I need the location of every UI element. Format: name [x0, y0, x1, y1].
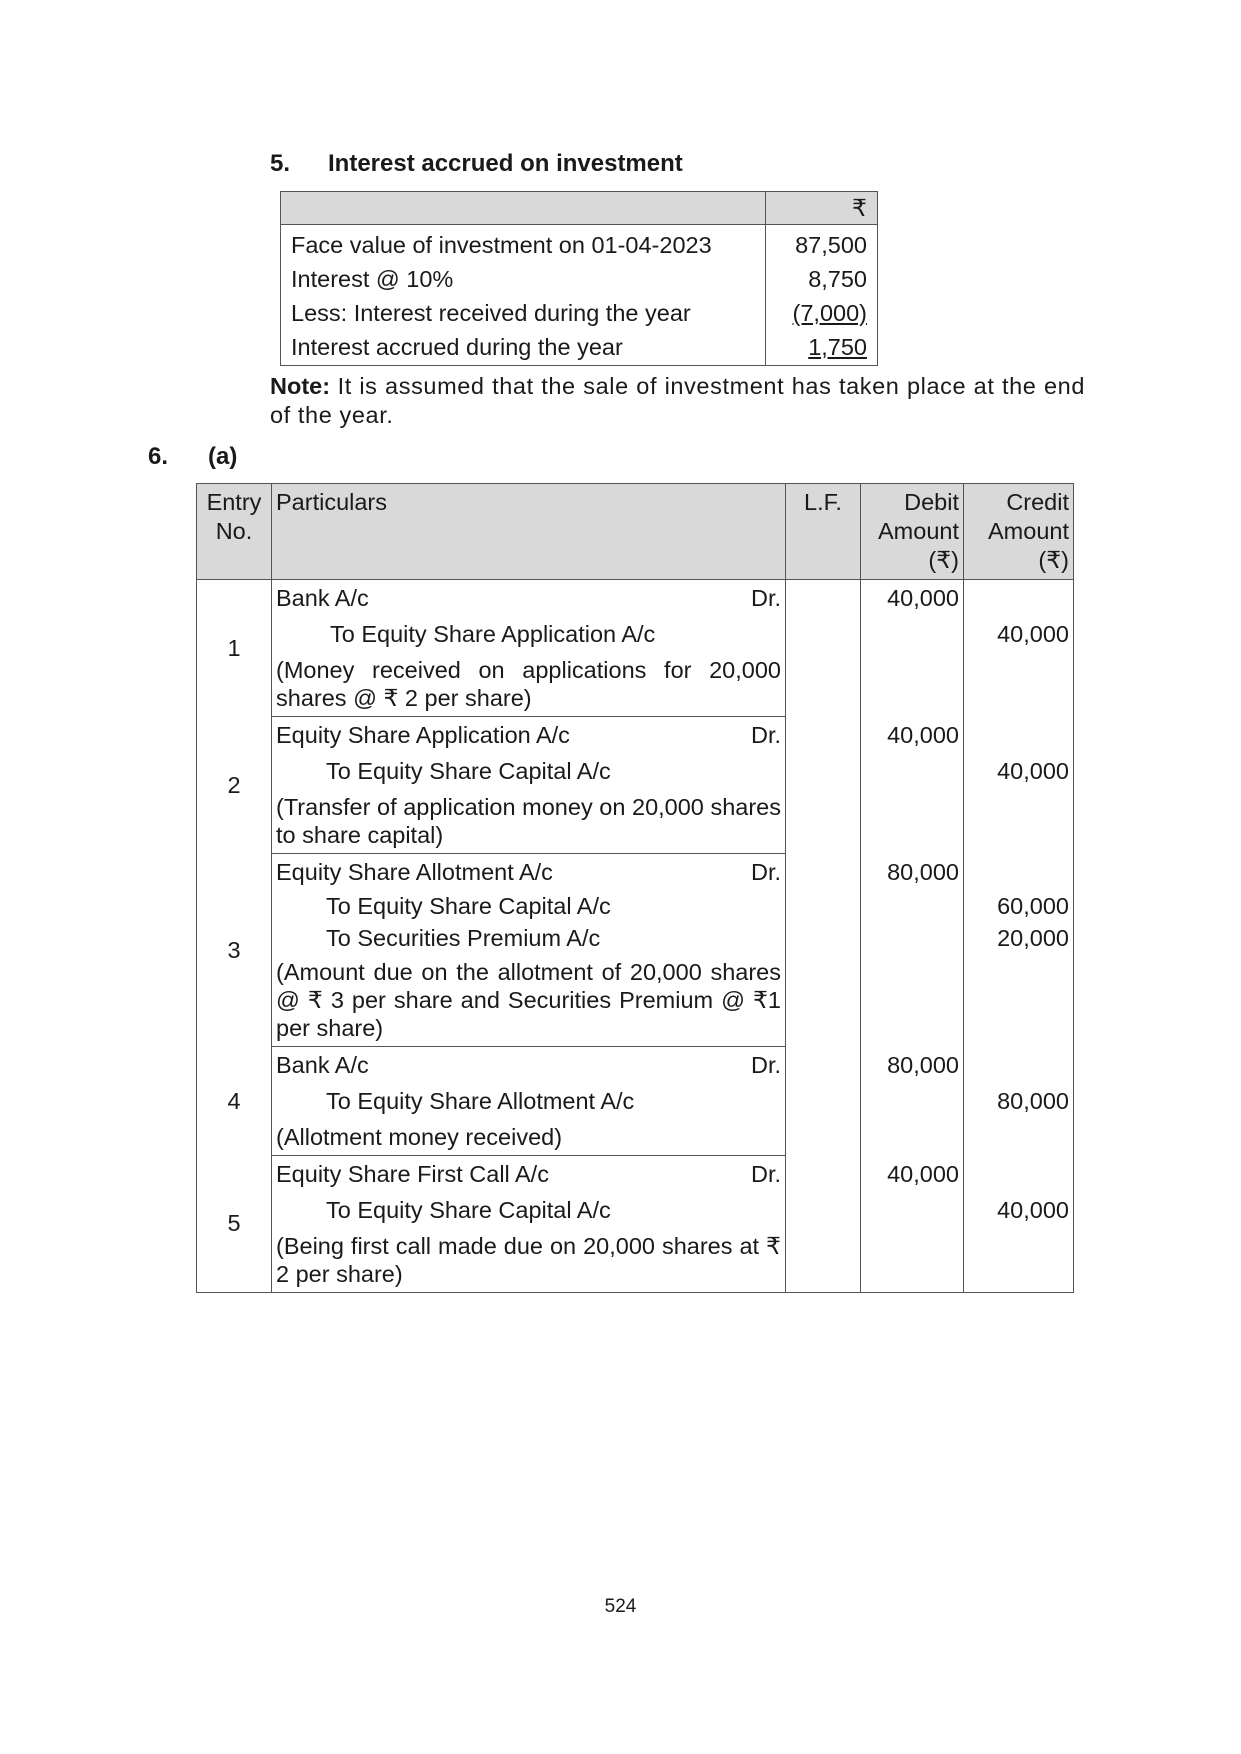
credit-amount: 40,000 [997, 757, 1069, 784]
narration: (Amount due on the allotment of 20,000 shares @ ₹ 3 per share and Securities Premium @ ₹1 per share) [276, 959, 781, 1041]
table-row [281, 262, 878, 296]
journal-header [197, 484, 1074, 580]
row-label: Less: Interest received during the year [281, 296, 766, 330]
entry-number: 4 [197, 1047, 272, 1156]
dr-label: Dr. [750, 722, 781, 748]
narration: (Money received on applications for 20,000 shares @ ₹ 2 per share) [276, 657, 781, 711]
debit-amount: 80,000 [887, 858, 959, 885]
row-value: 8,750 [766, 262, 878, 296]
credit-account: To Equity Share Capital A/c [326, 758, 611, 784]
note-label: Note: [270, 373, 331, 399]
section-5-number: 5. [270, 150, 291, 177]
credit-amount: 60,000 [997, 892, 1069, 919]
entry-number: 2 [197, 717, 272, 854]
narration: (Being first call made due on 20,000 shares at ₹ 2 per share) [276, 1233, 781, 1287]
journal-entry [197, 854, 1074, 1047]
table-row [281, 330, 878, 366]
entry-number: 5 [197, 1156, 272, 1293]
dr-label: Dr. [750, 1161, 781, 1187]
credit-account: To Securities Premium A/c [326, 925, 601, 951]
credit-account: To Equity Share Capital A/c [326, 1197, 611, 1223]
header-entry-no: Entry No. [197, 484, 272, 580]
credit-amount: 80,000 [997, 1087, 1069, 1114]
row-value: 87,500 [766, 225, 878, 263]
section-6-number: 6. [148, 443, 169, 470]
table-row [281, 296, 878, 330]
credit-account: To Equity Share Allotment A/c [326, 1088, 635, 1114]
header-debit: Debit Amount (₹) [861, 484, 964, 580]
debit-account: Equity Share Application A/c [276, 722, 570, 748]
page-number: 524 [604, 1596, 637, 1617]
header-credit: Credit Amount (₹) [964, 484, 1074, 580]
debit-account: Equity Share Allotment A/c [276, 859, 553, 885]
credit-amount: 40,000 [997, 1196, 1069, 1223]
debit-account: Bank A/c [276, 585, 369, 611]
row-value: (7,000) [792, 300, 867, 326]
journal-table [196, 483, 1074, 1293]
journal-entry [197, 580, 1074, 717]
dr-label: Dr. [750, 859, 781, 885]
credit-account: To Equity Share Application A/c [330, 621, 656, 647]
journal-entry [197, 1156, 1074, 1293]
journal-entry [197, 717, 1074, 854]
debit-account: Equity Share First Call A/c [276, 1161, 549, 1187]
section-6-part: (a) [208, 443, 238, 470]
header-lf: L.F. [786, 484, 861, 580]
entry-number: 1 [197, 580, 272, 717]
credit-amount: 40,000 [997, 621, 1069, 647]
debit-amount: 80,000 [887, 1051, 959, 1078]
table-row [281, 225, 878, 263]
debit-amount: 40,000 [887, 721, 959, 748]
debit-amount: 40,000 [887, 585, 959, 611]
row-label: Face value of investment on 01-04-2023 [281, 225, 766, 263]
journal-entry [197, 1047, 1074, 1156]
dr-label: Dr. [750, 1052, 781, 1078]
debit-account: Bank A/c [276, 1052, 369, 1078]
interest-table [280, 191, 878, 366]
dr-label: Dr. [750, 585, 781, 611]
currency-header: ₹ [766, 192, 878, 225]
narration: (Allotment money received) [276, 1124, 563, 1150]
section-5-title: Interest accrued on investment [328, 150, 683, 177]
row-label: Interest @ 10% [281, 262, 766, 296]
credit-amount: 20,000 [997, 924, 1069, 951]
note-text: It is assumed that the sale of investment has taken place at the end of the year. [270, 373, 1085, 428]
entry-number: 3 [197, 854, 272, 1047]
note [270, 372, 1085, 430]
credit-account: To Equity Share Capital A/c [326, 893, 611, 919]
row-value: 1,750 [808, 334, 867, 360]
narration: (Transfer of application money on 20,000 shares to share capital) [276, 794, 781, 848]
interest-table-header [281, 192, 878, 225]
row-label: Interest accrued during the year [281, 330, 766, 366]
debit-amount: 40,000 [887, 1160, 959, 1187]
header-particulars: Particulars [272, 484, 786, 580]
